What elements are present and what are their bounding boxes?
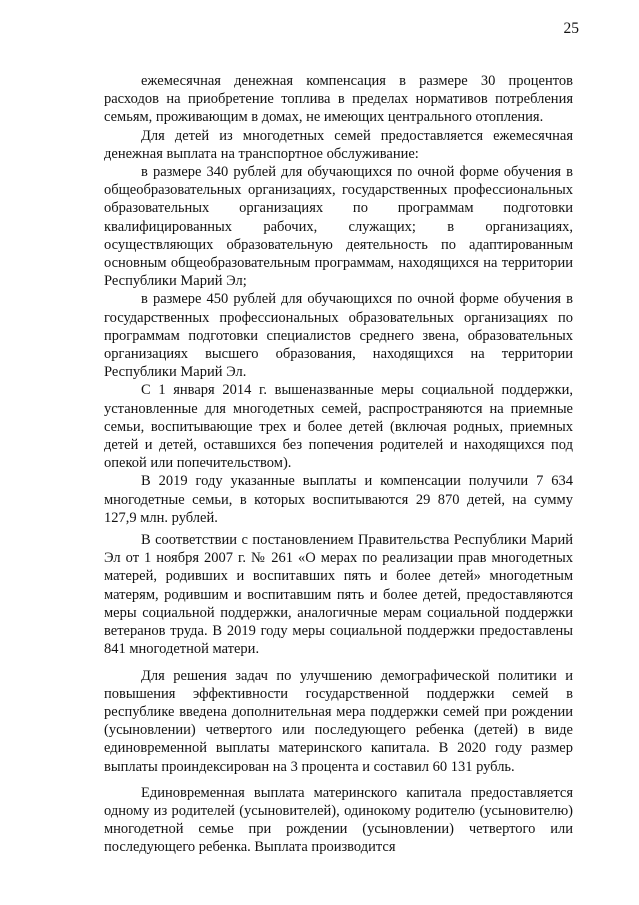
- paragraph-transport-payment: Для детей из многодетных семей предоставляется ежемесячная денежная выплата на транспортное обслуживание:: [104, 127, 573, 162]
- paragraph-resolution-261: В соответствии с постановлением Правительства Республики Марий Эл от 1 ноября 2007 г. № 261 «О мерах по реализации прав многодетных матерей, родивших и воспитавших пять и более детей» многодетным матерям, родившим и воспитавшим пять и более детей, предоставляются меры социальной поддержки, аналогичные мерам социальной поддержки ветеранов труда. В 2019 году меры социальной поддержки предоставлены 841 многодетной матери.: [104, 532, 573, 658]
- paragraph-2019-statistics: В 2019 году указанные выплаты и компенсации получили 7 634 многодетные семьи, в которых воспитываются 29 870 детей, на сумму 127,9 млн. рублей.: [104, 473, 573, 526]
- paragraph-450-rubles: в размере 450 рублей для обучающихся по очной форме обучения в государственных профессиональных образовательных организациях по программам подготовки специалистов среднего звена, образовательных организациях высшего образования, находящихся на территории Республики Марий Эл.: [104, 291, 573, 381]
- paragraph-maternity-capital: Для решения задач по улучшению демографической политики и повышения эффективности государственной поддержки семей в республике введена дополнительная мера поддержки семей при рождении (усыновлении) четвертого или последующего ребенка (детей) в виде единовременной выплаты материнского капитала. В 2020 году размер выплаты проиндексирован на 3 процента и составил 60 131 рубль.: [104, 667, 573, 775]
- body-text: [104, 72, 573, 857]
- paragraph-fuel-compensation: ежемесячная денежная компенсация в размере 30 процентов расходов на приобретение топлива в пределах нормативов потребления семьям, проживающим в домах, не имеющих центрального отопления.: [104, 73, 573, 126]
- page-number: 25: [563, 20, 579, 37]
- paragraph-one-time-payment: Единовременная выплата материнского капитала предоставляется одному из родителей (усыновителей), одинокому родителю (усыновителю) многодетной семье при рождении (усыновлении) четвертого или последующего ребенка. Выплата производится: [104, 784, 573, 856]
- paragraph-foster-families: С 1 января 2014 г. вышеназванные меры социальной поддержки, установленные для многодетных семей, распространяются на приемные семьи, воспитывающие трех и более детей (включая родных, приемных детей и детей, оставшихся без попечения родителей и находящихся под опекой или попечительством).: [104, 382, 573, 472]
- paragraph-340-rubles: в размере 340 рублей для обучающихся по очной форме обучения в общеобразовательных организациях, государственных профессиональных образовательных организациях по программам подготовки квалифицированных рабочих, служащих; в организациях, осуществляющих образовательную деятельность по адаптированным основным общеобразовательным программам, находящихся на территории Республики Марий Эл;: [104, 164, 573, 290]
